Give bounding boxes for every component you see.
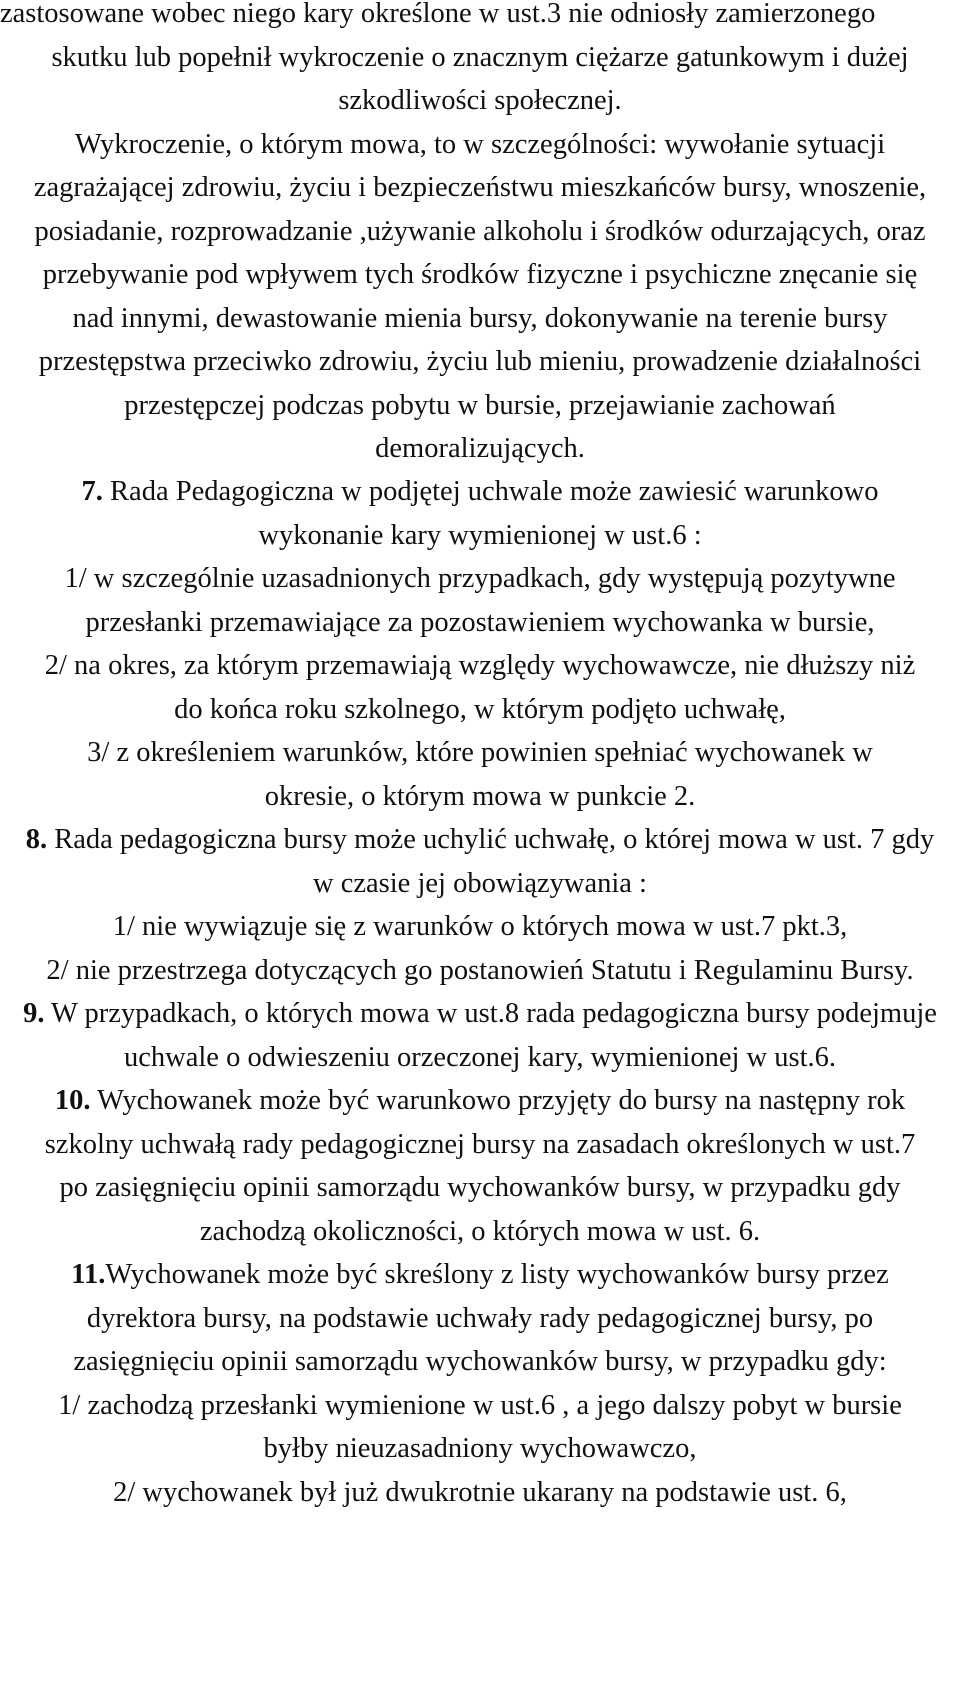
item-8-heading <box>0 820 960 860</box>
item-text: Wychowanek może być warunkowo przyjęty do bursy na następny rok <box>90 1085 906 1116</box>
item-number: 8. <box>25 824 48 855</box>
list-item: 2/ wychowanek był już dwukrotnie ukarany na podstawie ust. 6, <box>113 1477 847 1508</box>
text-line: nad innymi, dewastowanie mienia bursy, dokonywanie na terenie bursy <box>72 303 888 334</box>
list-item: byłby nieuzasadniony wychowawczo, <box>263 1433 697 1464</box>
text-line: przestępstwa przeciwko zdrowiu, życiu lub mieniu, prowadzenie działalności <box>38 346 922 377</box>
text-line: Wykroczenie, o którym mowa, to w szczególności: wywołanie sytuacji <box>74 129 886 160</box>
list-item: 3/ z określeniem warunków, które powinien spełniać wychowanek w <box>87 737 873 768</box>
text-line: dyrektora bursy, na podstawie uchwały rady pedagogicznej bursy, po <box>86 1303 874 1334</box>
text-line: zasięgnięciu opinii samorządu wychowanków bursy, w przypadku gdy: <box>73 1346 887 1377</box>
list-item: 1/ nie wywiązuje się z warunków o których mowa w ust.7 pkt.3, <box>112 911 848 942</box>
list-item: przesłanki przemawiające za pozostawieniem wychowanka w bursie, <box>85 607 875 638</box>
list-item: 1/ w szczególnie uzasadnionych przypadkach, gdy występują pozytywne <box>64 563 896 594</box>
text-line: przestępczej podczas pobytu w bursie, przejawianie zachowań <box>124 390 836 421</box>
text-line: uchwale o odwieszeniu orzeczonej kary, wymienionej w ust.6. <box>124 1042 836 1073</box>
item-text: W przypadkach, o których mowa w ust.8 rada pedagogiczna bursy podejmuje <box>44 998 937 1029</box>
text-line: zachodzą okoliczności, o których mowa w ust. 6. <box>199 1216 761 1247</box>
text-line: szkodliwości społecznej. <box>338 85 622 116</box>
item-number: 10. <box>54 1085 91 1116</box>
item-number: 7. <box>81 476 103 507</box>
text-line: przebywanie pod wpływem tych środków fizyczne i psychiczne znęcanie się <box>42 259 918 290</box>
text-line: po zasięgnięciu opinii samorządu wychowanków bursy, w przypadku gdy <box>59 1172 901 1203</box>
item-text: Rada Pedagogiczna w podjętej uchwale może zawiesić warunkowo <box>102 476 879 507</box>
item-number: 11. <box>71 1259 106 1290</box>
text-line: wykonanie kary wymienionej w ust.6 : <box>258 520 702 551</box>
list-item: 1/ zachodzą przesłanki wymienione w ust.6 , a jego dalszy pobyt w bursie <box>58 1390 902 1421</box>
item-number: 9. <box>23 998 45 1029</box>
text-line: skutku lub popełnił wykroczenie o znacznym ciężarze gatunkowym i dużej <box>51 42 909 73</box>
text-line: w czasie jej obowiązywania : <box>313 868 647 899</box>
text-line: posiadanie, rozprowadzanie ,używanie alkoholu i środków odurzających, oraz <box>34 216 926 247</box>
item-7-heading <box>0 472 960 512</box>
text-line: szkolny uchwałą rady pedagogicznej bursy na zasadach określonych w ust.7 <box>44 1129 916 1160</box>
list-item: 2/ nie przestrzega dotyczących go postanowień Statutu i Regulaminu Bursy. <box>46 955 914 986</box>
item-11-heading <box>0 1255 960 1295</box>
text-line: demoralizujących. <box>375 433 585 464</box>
list-item: okresie, o którym mowa w punkcie 2. <box>264 781 696 812</box>
item-text: Wychowanek może być skreślony z listy wychowanków bursy przez <box>105 1259 889 1290</box>
text-line: zastosowane wobec niego kary określone w ust.3 nie odniosły zamierzonego <box>0 0 876 29</box>
list-item: 2/ na okres, za którym przemawiają względy wychowawcze, nie dłuższy niż <box>44 650 916 681</box>
item-9-heading <box>0 994 960 1034</box>
item-10-heading <box>0 1081 960 1121</box>
item-text: Rada pedagogiczna bursy może uchylić uchwałę, o której mowa w ust. 7 gdy <box>47 824 935 855</box>
list-item: do końca roku szkolnego, w którym podjęto uchwałę, <box>174 694 786 725</box>
text-line: zagrażającej zdrowiu, życiu i bezpieczeństwu mieszkańców bursy, wnoszenie, <box>33 172 927 203</box>
